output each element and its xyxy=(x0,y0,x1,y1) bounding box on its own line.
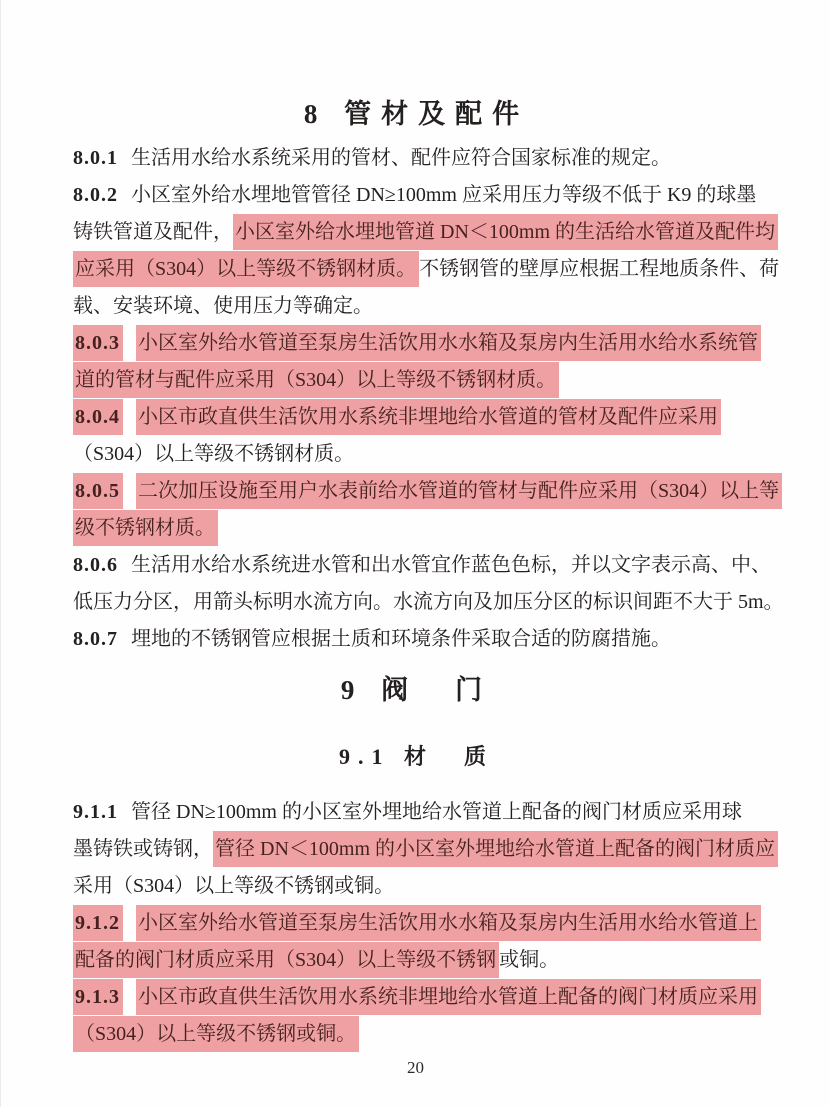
text-segment: 墨铸铁或铸钢， xyxy=(73,838,213,860)
paragraph xyxy=(73,979,760,1053)
paragraph xyxy=(73,140,760,177)
paragraph xyxy=(73,325,760,399)
text-line xyxy=(73,473,780,510)
highlight-segment: 小区市政直供生活饮用水系统非埋地给水管道的管材及配件应采用 xyxy=(136,399,721,435)
text-line xyxy=(73,177,760,214)
document-body xyxy=(73,0,784,1053)
highlight-segment: （S304）以上等级不锈钢或铜。 xyxy=(73,1016,359,1052)
paragraph xyxy=(73,399,760,473)
clause-number: 9.1.2 xyxy=(73,905,123,941)
text-segment: （S304）以上等级不锈钢材质。 xyxy=(73,443,355,465)
text-segment: 埋地的不锈钢管应根据土质和环境条件采取合适的防腐措施。 xyxy=(131,628,671,650)
text-line xyxy=(73,942,760,979)
clause-number: 8.0.6 xyxy=(73,554,118,576)
highlight-segment: 配备的阀门材质应采用（S304）以上等级不锈钢 xyxy=(73,942,499,978)
text-line xyxy=(73,251,780,288)
paragraph xyxy=(73,547,784,621)
paragraph xyxy=(73,905,760,979)
clause-number: 8.0.1 xyxy=(73,147,118,169)
highlight-segment: 小区市政直供生活饮用水系统非埋地给水管道上配备的阀门材质应采用 xyxy=(136,979,761,1015)
highlight-segment: 小区室外给水埋地管道 DN＜100mm 的生活给水管道及配件均 xyxy=(233,214,778,250)
highlight-segment: 小区室外给水管道至泵房生活饮用水水箱及泵房内生活用水给水管道上 xyxy=(136,905,761,941)
highlight-segment: 管径 DN＜100mm 的小区室外埋地给水管道上配备的阀门材质应 xyxy=(213,831,778,867)
page-number: 20 xyxy=(407,1058,424,1077)
highlight-segment: 应采用（S304）以上等级不锈钢材质。 xyxy=(73,251,419,287)
highlight-segment: 级不锈钢材质。 xyxy=(73,510,218,546)
text-line xyxy=(73,325,760,362)
text-segment: 生活用水给水系统采用的管材、配件应符合国家标准的规定。 xyxy=(131,147,671,169)
text-segment: 铸铁管道及配件， xyxy=(73,221,233,243)
text-line xyxy=(73,584,784,621)
clause-number: 8.0.5 xyxy=(73,473,123,509)
text-line xyxy=(73,831,775,868)
text-line xyxy=(73,905,760,942)
text-segment: 管径 DN≥100mm 的小区室外埋地给水管道上配备的阀门材质应采用球 xyxy=(131,801,742,823)
text-segment: 采用（S304）以上等级不锈钢或铜。 xyxy=(73,875,395,897)
text-line xyxy=(73,288,760,325)
highlight-segment: 二次加压设施至用户水表前给水管道的管材与配件应采用（S304）以上等 xyxy=(136,473,782,509)
text-line xyxy=(73,868,760,905)
text-line xyxy=(73,621,760,658)
chapter-heading: 9 阀 门 xyxy=(340,675,493,705)
text-line xyxy=(73,436,760,473)
text-segment: 低压力分区，用箭头标明水流方向。水流方向及加压分区的标识间距不大于 5m。 xyxy=(73,591,784,613)
text-line xyxy=(73,399,760,436)
text-segment: 载、安装环境、使用压力等确定。 xyxy=(73,295,373,317)
text-line xyxy=(73,547,771,584)
highlight-segment: 道的管材与配件应采用（S304）以上等级不锈钢材质。 xyxy=(73,362,559,398)
clause-number: 9.1.3 xyxy=(73,979,123,1015)
text-line xyxy=(73,214,775,251)
paragraph xyxy=(73,177,780,325)
text-line xyxy=(73,979,760,1016)
clause-number: 8.0.3 xyxy=(73,325,123,361)
chapter-heading: 8 管材及配件 xyxy=(303,99,530,129)
paragraph xyxy=(73,621,760,658)
text-line xyxy=(73,794,760,831)
text-segment: 或铜。 xyxy=(499,949,560,971)
text-segment: 小区室外给水埋地管管径 DN≥100mm 应采用压力等级不低于 K9 的球墨 xyxy=(131,184,757,206)
clause-number: 8.0.2 xyxy=(73,184,118,206)
text-segment: 生活用水给水系统进水管和出水管宜作蓝色色标，并以文字表示高、中、 xyxy=(131,554,771,576)
clause-number: 9.1.1 xyxy=(73,801,118,823)
text-line xyxy=(73,140,760,177)
clause-number: 8.0.7 xyxy=(73,628,118,650)
highlight-segment: 小区室外给水管道至泵房生活饮用水水箱及泵房内生活用水给水系统管 xyxy=(136,325,761,361)
paragraph xyxy=(73,473,780,547)
text-segment: 不锈钢管的壁厚应根据工程地质条件、荷 xyxy=(419,258,780,280)
text-line xyxy=(73,510,760,547)
text-line xyxy=(73,362,760,399)
paragraph xyxy=(73,794,775,905)
text-line xyxy=(73,1016,760,1053)
clause-number: 8.0.4 xyxy=(73,399,123,435)
section-heading: 9.1 材 质 xyxy=(338,744,494,769)
